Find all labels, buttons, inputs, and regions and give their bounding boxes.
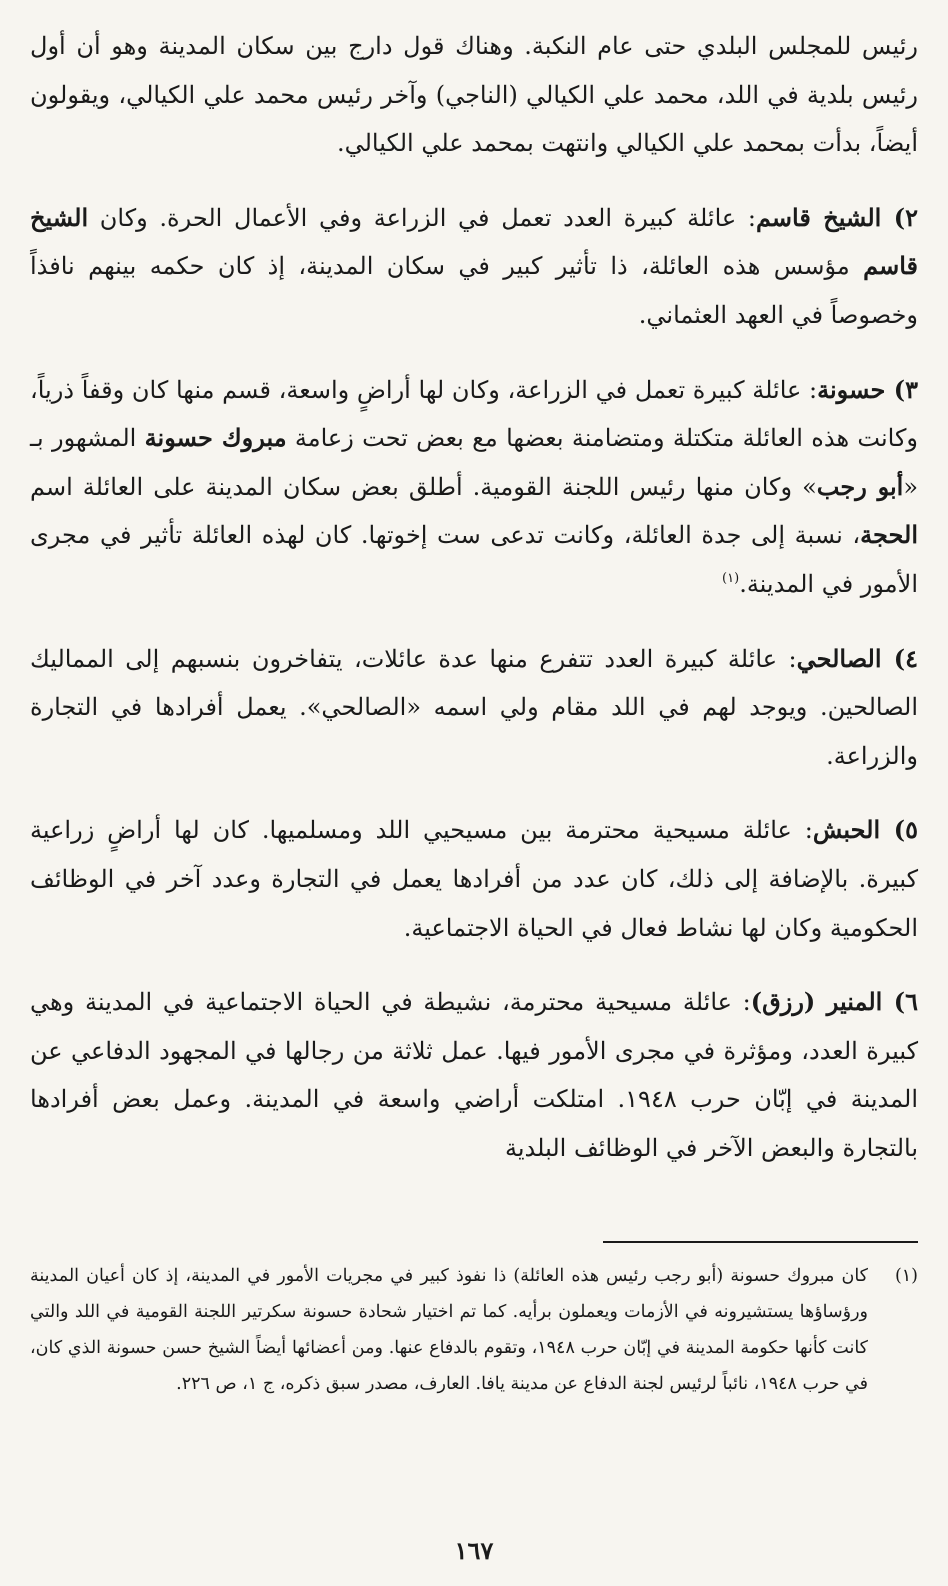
entry-text: : عائلة مسيحية محترمة، نشيطة في الحياة الاجتماعية في المدينة وهي كبيرة العدد، ومؤثرة في مجرى الأمور فيها. عمل ثلاثة من رجالها في المجهود الدفاعي عن المدينة في إبّان حرب ١٩٤٨. امتلكت أراضي واسعة في المدينة. وعمل بعض أفرادها بالتجارة والبعض الآخر في الوظائف البلدية xyxy=(30,988,918,1162)
footnote-text: كان مبروك حسونة (أبو رجب رئيس هذه العائلة) ذا نفوذ كبير في مجريات الأمور في المدينة، إذ كان أعيان المدينة ورؤساؤها يستشيرونه في الأزمات ويعملون برأيه. كما تم اختيار شحادة حسونة سكرتير اللجنة القومية في اللد والتي كانت كأنها حكومة المدينة في إبّان حرب ١٩٤٨، وتقوم بالدفاع عنها. ومن أعضائها أيضاً الشيخ حسن حسونة الذي كان، في حرب ١٩٤٨، نائباً لرئيس لجنة الدفاع عن مدينة يافا. العارف، مصدر سبق ذكره، ج ١، ص ٢٢٦. xyxy=(30,1266,869,1394)
entry-bold-name: مبروك حسونة xyxy=(144,423,287,453)
entry-text: مؤسس هذه العائلة، ذا تأثير كبير في سكان المدينة، إذ كان حكمه بينهم نافذاً وخصوصاً في العهد العثماني. xyxy=(30,252,918,329)
entry-text: ، نسبة إلى جدة العائلة، وكانت تدعى ست إخوتها. كان لهذه العائلة تأثير في مجرى الأمور في المدينة. xyxy=(30,521,918,598)
entry-heading: الشيخ قاسم xyxy=(755,202,882,232)
footnotes xyxy=(30,1258,918,1402)
entry-number: ٥) xyxy=(880,815,918,845)
entry-text: » وكان منها رئيس اللجنة القومية. أطلق بعض سكان المدينة على العائلة اسم xyxy=(30,472,817,501)
entry-heading: الحبش xyxy=(812,815,881,845)
entry-heading: المنير (رزق) xyxy=(750,987,883,1017)
paragraph-family-hassouna xyxy=(30,366,918,609)
entry-text: : عائلة مسيحية محترمة بين مسيحيي اللد ومسلميها. كان لها أراضٍ زراعية كبيرة. بالإضافة إلى ذلك، كان عدد من أفرادها يعمل في التجارة وعدد آخر في الوظائف الحكومية وكان لها نشاط فعال في الحياة الاجتماعية. xyxy=(30,816,918,942)
entry-number: ٤) xyxy=(881,643,918,673)
entry-number: ٢) xyxy=(881,202,918,232)
entry-text: : عائلة كبيرة العدد تتفرع منها عدة عائلات، يتفاخرون بنسبهم إلى المماليك الصالحين. ويوجد لهم في اللد مقام ولي اسمه «الصالحي». يعمل أفرادها في التجارة والزراعة. xyxy=(30,644,918,770)
footnote-number: (١) xyxy=(894,1266,918,1286)
paragraph-1-text: رئيس للمجلس البلدي حتى عام النكبة. وهناك قول دارج بين سكان المدينة وهو أن أول رئيس بلدية في اللد، محمد علي الكيالي (الناجي) وآخر رئيس محمد علي الكيالي، ويقولون أيضاً، بدأت بمحمد علي الكيالي وانتهت بمحمد علي الكيالي. xyxy=(30,32,918,158)
entry-heading: حسونة xyxy=(817,374,886,404)
entry-bold-name: الحجة xyxy=(860,520,918,550)
entry-text: : عائلة كبيرة العدد تعمل في الزراعة وفي الأعمال الحرة. وكان xyxy=(88,203,756,232)
paragraph-1 xyxy=(30,22,918,168)
entry-bold-name: الشيخ قاسم xyxy=(30,202,918,281)
paragraph-family-qasim xyxy=(30,194,918,340)
entry-heading: الصالحي xyxy=(796,643,882,673)
footnote-divider xyxy=(603,1241,918,1243)
page-number: ١٦٧ xyxy=(454,1536,494,1565)
entry-number: ٣) xyxy=(885,374,918,404)
entry-number: ٦) xyxy=(882,987,918,1017)
footnote-1 xyxy=(30,1258,918,1402)
entry-text: : عائلة كبيرة تعمل في الزراعة، وكان لها أراضٍ واسعة، قسم منها كان وقفاً ذرياً، وكانت هذه العائلة متكتلة ومتضامنة بعضها مع بعض تحت زعامة xyxy=(30,375,918,453)
paragraph-family-salhi xyxy=(30,635,918,781)
entry-bold-name: أبو رجب xyxy=(816,471,904,501)
main-text xyxy=(30,22,918,1172)
footnote-reference[interactable]: (١) xyxy=(722,570,740,586)
paragraph-family-munir xyxy=(30,978,918,1172)
entry-text: المشهور بـ « xyxy=(30,424,918,501)
paragraph-family-habash xyxy=(30,806,918,952)
